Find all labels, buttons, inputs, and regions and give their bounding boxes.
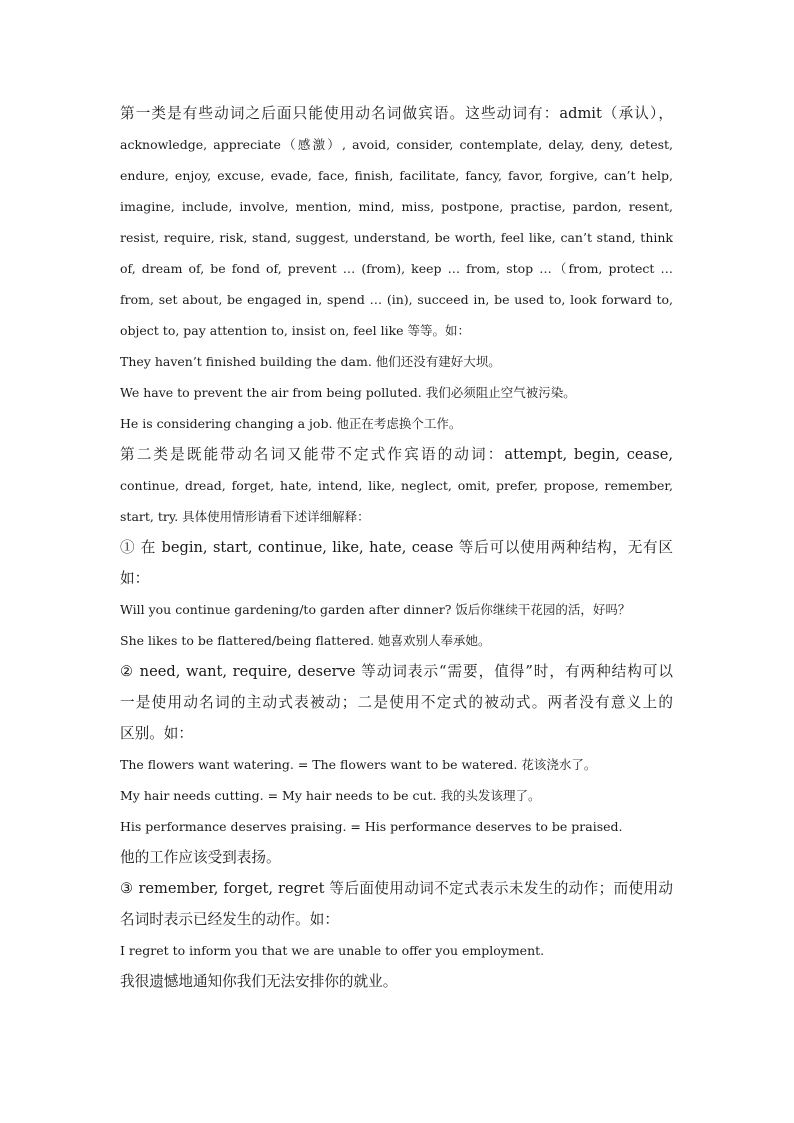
example-sentence: We have to prevent the air from being polluted. 我们必须阻止空气被污染。 (120, 385, 576, 400)
example-sentence: My hair needs cutting. = My hair needs to be cut. 我的头发该理了。 (120, 788, 541, 803)
text-line: object to, pay attention to, insist on, feel like 等等。如： (120, 323, 471, 338)
example-sentence: His performance deserves praising. = His performance deserves to be praised. (120, 819, 623, 834)
text-line: 第一类是有些动词之后面只能使用动名词做宾语。这些动词有：admit（承认）， (120, 105, 673, 122)
text-line: from, set about, be engaged in, spend … (in), succeed in, be used to, look forward to, (120, 292, 673, 307)
numbered-point: ② need, want, require, deserve 等动词表示“需要，值得”时，有两种结构可以 (120, 663, 673, 680)
example-sentence: She likes to be flattered/being flattered. 她喜欢别人奉承她。 (120, 633, 491, 648)
example-sentence: The flowers want watering. = The flowers want to be watered. 花该浇水了。 (120, 757, 597, 772)
text-line: 一是使用动名词的主动式表被动；二是使用不定式的被动式。两者没有意义上的 (120, 694, 673, 711)
document-body (120, 98, 673, 997)
text-line: acknowledge, appreciate（感激）, avoid, consider, contemplate, delay, deny, detest, (120, 137, 673, 152)
example-translation: 我很遗憾地通知你我们无法安排你的就业。 (120, 973, 398, 990)
text-line: 如： (120, 570, 150, 587)
numbered-point: ① 在 begin, start, continue, like, hate, cease 等后可以使用两种结构，无有区 (120, 539, 673, 556)
text-line: continue, dread, forget, hate, intend, like, neglect, omit, prefer, propose, remember, (120, 478, 673, 493)
example-sentence: I regret to inform you that we are unable to offer you employment. (120, 943, 545, 958)
text-line: imagine, include, involve, mention, mind, miss, postpone, practise, pardon, resent, (120, 199, 673, 214)
numbered-point: ③ remember, forget, regret 等后面使用动词不定式表示未发生的动作；而使用动 (120, 880, 673, 897)
example-sentence: Will you continue gardening/to garden after dinner? 饭后你继续干花园的活，好吗？ (120, 602, 631, 617)
text-line: 名词时表示已经发生的动作。如： (120, 911, 339, 928)
example-sentence: He is considering changing a job. 他正在考虑换个工作。 (120, 416, 462, 431)
example-translation: 他的工作应该受到表扬。 (120, 849, 281, 866)
text-line: start, try. 具体使用情形请看下述详细解释： (120, 509, 370, 524)
text-line: resist, require, risk, stand, suggest, understand, be worth, feel like, can’t stand, think (120, 230, 673, 245)
text-line: 第二类是既能带动名词又能带不定式作宾语的动词：attempt, begin, cease, (120, 446, 673, 463)
text-line: endure, enjoy, excuse, evade, face, finish, facilitate, fancy, favor, forgive, can’t help, (120, 168, 673, 183)
example-sentence: They haven’t finished building the dam. 他们还没有建好大坝。 (120, 354, 501, 369)
text-line: 区别。如： (120, 725, 193, 742)
text-line: of, dream of, be fond of, prevent … (from), keep … from, stop …（from, protect … (120, 261, 673, 276)
